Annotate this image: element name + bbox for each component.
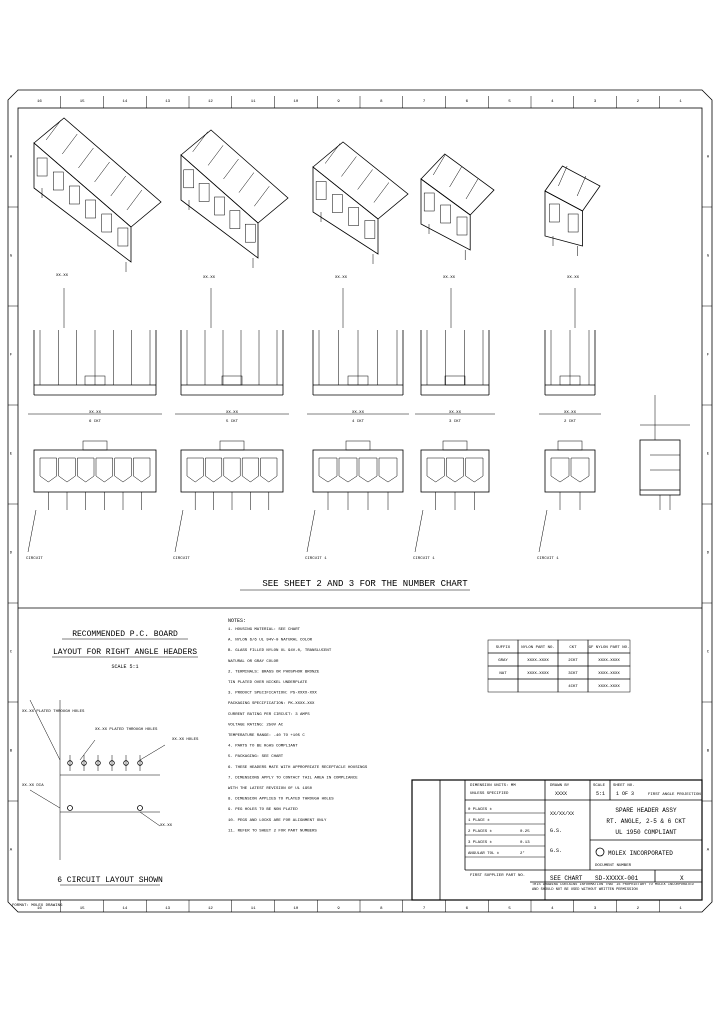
zone-label-bottom: 16 xyxy=(36,907,42,911)
pcb-title-line2: LAYOUT FOR RIGHT ANGLE HEADERS xyxy=(52,648,198,657)
circuit-label-3ckt: CIRCUIT 1 xyxy=(413,557,435,561)
isometric-header-3ckt xyxy=(421,154,494,260)
proprietary-notice: THIS DRAWING CONTAINS INFORMATION THAT IS PROPRIETARY TO MOLEX INCORPORATED AND SHOULD NOT BE USED WITHOUT WRITTEN PERMISSION xyxy=(532,883,694,892)
scale-label: SCALE xyxy=(593,784,606,788)
chart-header-cell: SUFFIX xyxy=(495,646,511,650)
zone-ruler-bottom xyxy=(37,900,682,912)
zone-label-top: 5 xyxy=(508,100,511,104)
zone-label-top: 4 xyxy=(551,100,554,104)
zone-label-top: 3 xyxy=(593,100,597,104)
front-view-4ckt xyxy=(305,441,403,561)
note-line: 1. HOUSING MATERIAL: SEE CHART xyxy=(228,628,301,632)
circuit-count-3ckt: 3 CKT xyxy=(448,420,462,424)
zone-label-left: H xyxy=(9,155,13,160)
side-view-2ckt xyxy=(539,330,601,424)
sheet-value: 1 OF 3 xyxy=(616,791,635,797)
isometric-header-5ckt xyxy=(181,130,288,268)
zone-label-top: 13 xyxy=(165,100,171,104)
zone-label-left: F xyxy=(9,353,13,358)
zone-label-left: E xyxy=(9,452,13,457)
approved-by: G.S. xyxy=(550,848,563,854)
circuit-label-2ckt: CIRCUIT 1 xyxy=(537,557,559,561)
zone-label-right: C xyxy=(706,650,710,655)
zone-label-bottom: 7 xyxy=(422,907,426,911)
circuit-label-6ckt: CIRCUIT xyxy=(26,557,43,561)
dim-bottom-6ckt: XX.XX xyxy=(88,411,102,415)
tolerance-row: 3 PLACES ± xyxy=(468,841,493,845)
zone-label-right: B xyxy=(706,749,710,754)
dim-top-5ckt: XX.XX xyxy=(203,276,216,280)
zone-label-bottom: 2 xyxy=(636,907,640,911)
pcb-layout xyxy=(22,630,199,885)
zone-label-bottom: 4 xyxy=(551,907,554,911)
dim-bottom-5ckt: XX.XX xyxy=(225,411,239,415)
revision: X xyxy=(680,875,684,882)
zone-label-bottom: 9 xyxy=(337,907,340,911)
title-block xyxy=(412,780,702,900)
pcb-peg-hole xyxy=(138,806,143,811)
tolerance-value: 0.25 xyxy=(520,830,530,834)
dim-bottom-2ckt: XX.XX xyxy=(563,411,577,415)
zone-label-bottom: 10 xyxy=(293,907,299,911)
pcb-callout-2: XX.XX PLATED THROUGH HOLES xyxy=(95,728,158,732)
note-line: 11. REFER TO SHEET 2 FOR PART NUMBERS xyxy=(228,829,317,834)
front-view-6ckt xyxy=(26,441,156,561)
side-views xyxy=(28,274,601,424)
zone-label-left: C xyxy=(9,650,13,655)
drawing-notes xyxy=(228,618,368,833)
zone-label-right: A xyxy=(706,848,710,853)
side-view-6ckt xyxy=(28,330,162,424)
note-line: 9. PEG HOLES TO BE NON PLATED xyxy=(228,808,298,813)
dim-top-3ckt: XX.XX xyxy=(443,276,456,280)
sheet-reference-banner: SEE SHEET 2 AND 3 FOR THE NUMBER CHART xyxy=(262,579,468,589)
notes-heading: NOTES: xyxy=(228,618,247,624)
isometric-header-2ckt xyxy=(545,166,600,256)
pcb-peg-hole xyxy=(68,806,73,811)
dim-top-4ckt: XX.XX xyxy=(335,276,348,280)
note-line: 7. DIMENSIONS APPLY TO CONTACT TAIL AREA IN COMPLIANCE xyxy=(228,776,358,781)
pcb-callout-1: XX.XX PLATED THROUGH HOLES xyxy=(22,710,85,714)
note-line: NATURAL OR GRAY COLOR xyxy=(228,659,279,664)
zone-label-top: 9 xyxy=(337,100,340,104)
front-view-3ckt xyxy=(413,441,489,561)
chart-cell: XXXX-XXXX xyxy=(527,659,549,663)
side-view-4ckt xyxy=(307,330,409,424)
molex-logo-icon xyxy=(596,848,604,856)
dim-bottom-4ckt: XX.XX xyxy=(351,411,365,415)
note-line: 6. THESE HEADERS MATE WITH APPROPRIATE RECEPTACLE HOUSINGS xyxy=(228,765,368,770)
zone-label-left: G xyxy=(9,254,13,259)
sheet-label: SHEET NO. xyxy=(613,784,635,788)
chart-header-cell: NYLON PART NO. xyxy=(521,646,555,650)
pcb-callout-3: XX.XX HOLES xyxy=(172,738,199,742)
drawing-border xyxy=(18,108,702,900)
zone-label-right: D xyxy=(706,551,710,556)
zone-label-top: 8 xyxy=(380,100,383,104)
zone-label-right: F xyxy=(706,353,710,358)
zone-label-bottom: 12 xyxy=(207,907,213,911)
zone-label-top: 14 xyxy=(122,100,128,104)
note-line: WITH THE LATEST REVISION OF UL 1950 xyxy=(228,787,313,791)
document-number-label: DOCUMENT NUMBER xyxy=(595,864,632,868)
note-line: B. GLASS FILLED NYLON UL 94V-0, TRANSLUCENT xyxy=(228,649,332,654)
zone-label-top: 12 xyxy=(207,100,213,104)
note-line: 10. PEGS AND LOCKS ARE FOR ALIGNMENT ONLY xyxy=(228,818,327,823)
sheet-frame xyxy=(8,90,712,912)
tolerance-sub: UNLESS SPECIFIED xyxy=(470,792,509,796)
zone-label-bottom: 6 xyxy=(465,907,469,911)
circuit-label-4ckt: CIRCUIT 1 xyxy=(305,557,327,561)
note-line: 5. PACKAGING: SEE CHART xyxy=(228,755,284,760)
chart-cell: NAT xyxy=(499,672,507,676)
pcb-caption: 6 CIRCUIT LAYOUT SHOWN xyxy=(57,876,163,885)
zone-label-left: B xyxy=(9,749,13,754)
zone-label-top: 16 xyxy=(36,100,42,104)
zone-ruler-side xyxy=(8,156,712,853)
zone-ruler-top xyxy=(37,96,682,108)
zone-label-right: G xyxy=(706,254,710,259)
company-name: MOLEX INCORPORATED xyxy=(608,850,673,857)
zone-label-bottom: 1 xyxy=(679,907,682,911)
front-view-5ckt xyxy=(173,441,283,561)
note-line: TIN PLATED OVER NICKEL UNDERPLATE xyxy=(228,681,308,685)
note-line: 3. PRODUCT SPECIFICATION: PS-XXXX-XXX xyxy=(228,691,317,696)
front-views xyxy=(26,441,595,561)
circuit-count-6ckt: 6 CKT xyxy=(88,420,102,424)
part-number-label: FIRST SUPPLIER PART NO. xyxy=(470,874,526,878)
note-line: CURRENT RATING PER CIRCUIT: 3 AMPS xyxy=(228,712,310,717)
title-line2: RT. ANGLE, 2-5 & 6 CKT xyxy=(606,818,686,825)
checked-by: G.S. xyxy=(550,828,563,834)
tolerance-row: ANGULAR TOL ± xyxy=(468,852,500,856)
zone-label-right: E xyxy=(706,452,710,457)
circuit-count-5ckt: 5 CKT xyxy=(225,420,239,424)
note-line: 2. TERMINALS: BRASS OR PHOSPHOR BRONZE xyxy=(228,670,320,675)
drawing-number: SD-XXXXX-001 xyxy=(595,875,639,882)
zone-label-bottom: 13 xyxy=(165,907,171,911)
tolerance-title: DIMENSION UNITS: MM xyxy=(470,784,516,788)
zone-label-bottom: 14 xyxy=(122,907,128,911)
dim-top-6ckt: XX.XX xyxy=(56,274,69,278)
zone-label-bottom: 11 xyxy=(250,907,256,911)
drawn-date: XX/XX/XX xyxy=(550,811,575,817)
chart-cell: XXXX-XXXX xyxy=(598,659,620,663)
side-view-5ckt xyxy=(175,330,289,424)
circuit-count-2ckt: 2 CKT xyxy=(563,420,577,424)
projection-label: FIRST ANGLE PROJECTION xyxy=(648,793,701,797)
zone-label-top: 2 xyxy=(636,100,640,104)
chart-cell: 4CKT xyxy=(568,685,578,689)
pcb-title-line1: RECOMMENDED P.C. BOARD xyxy=(72,630,178,639)
tolerance-value: 2° xyxy=(520,852,525,856)
circuit-count-4ckt: 4 CKT xyxy=(351,420,365,424)
chart-cell: XXXX-XXXX xyxy=(527,672,549,676)
zone-label-bottom: 5 xyxy=(508,907,511,911)
scale-value: 5:1 xyxy=(596,791,606,797)
tolerance-value: 0.13 xyxy=(520,841,530,845)
tolerance-row: 2 PLACES ± xyxy=(468,830,493,834)
zone-label-top: 7 xyxy=(422,100,426,104)
front-view-2ckt xyxy=(537,441,595,561)
chart-cell: XXXX-XXXX xyxy=(598,685,620,689)
isometric-header-4ckt xyxy=(313,142,408,264)
note-line: A. NYLON 6/6 UL 94V-0 NATURAL COLOR xyxy=(228,638,313,643)
zone-label-left: A xyxy=(9,848,13,853)
title-line1: SPARE HEADER ASSY xyxy=(615,807,677,814)
zone-label-top: 6 xyxy=(465,100,469,104)
drawn-by: XXXX xyxy=(555,791,568,797)
isometric-header-6ckt xyxy=(34,118,161,272)
chart-header-cell: CKT xyxy=(569,646,577,650)
title-line3: UL 1950 COMPLIANT xyxy=(615,829,677,836)
isometric-views xyxy=(34,118,600,272)
profile-view xyxy=(640,395,690,510)
chart-cell: XXXX-XXXX xyxy=(598,672,620,676)
pcb-scale: SCALE 5:1 xyxy=(111,664,139,670)
zone-label-bottom: 8 xyxy=(380,907,383,911)
zone-label-top: 15 xyxy=(79,100,85,104)
zone-label-top: 10 xyxy=(293,100,299,104)
note-line: VOLTAGE RATING: 250V AC xyxy=(228,723,284,728)
zone-label-bottom: 15 xyxy=(79,907,85,911)
pcb-callout-5: XX.XX xyxy=(160,824,173,828)
dim-bottom-3ckt: XX.XX xyxy=(448,411,462,415)
chart-cell: GRAY xyxy=(498,659,508,663)
zone-label-top: 1 xyxy=(679,100,682,104)
note-line: PACKAGING SPECIFICATION: PK-XXXX-XXX xyxy=(228,702,315,707)
dim-top-2ckt: XX.XX xyxy=(567,276,580,280)
note-line: TEMPERATURE RANGE: -40 TO +105 C xyxy=(228,734,305,738)
chart-cell: 3CKT xyxy=(568,672,578,676)
zone-label-bottom: 3 xyxy=(593,907,597,911)
note-line: 4. PARTS TO BE RoHS COMPLIANT xyxy=(228,744,298,749)
material-chart xyxy=(488,640,630,692)
zone-label-right: H xyxy=(706,155,710,160)
chart-header-cell: GF NYLON PART NO. xyxy=(588,646,630,650)
part-number-value: SEE CHART xyxy=(550,875,583,882)
drawn-label: DRAWN BY xyxy=(550,784,570,788)
zone-label-top: 11 xyxy=(250,100,256,104)
side-view-3ckt xyxy=(415,330,495,424)
tolerance-row: 0 PLACES ± xyxy=(468,808,493,812)
tolerance-row: 1 PLACE ± xyxy=(468,819,490,823)
circuit-label-5ckt: CIRCUIT xyxy=(173,557,190,561)
pcb-callout-4: XX.XX DIA xyxy=(22,784,44,788)
chart-cell: 2CKT xyxy=(568,659,578,663)
note-line: 8. DIMENSION APPLIES TO PLATED THROUGH HOLES xyxy=(228,797,334,802)
footer-format: FORMAT: MOLEX DRAWING xyxy=(12,904,63,908)
zone-label-left: D xyxy=(9,551,13,556)
